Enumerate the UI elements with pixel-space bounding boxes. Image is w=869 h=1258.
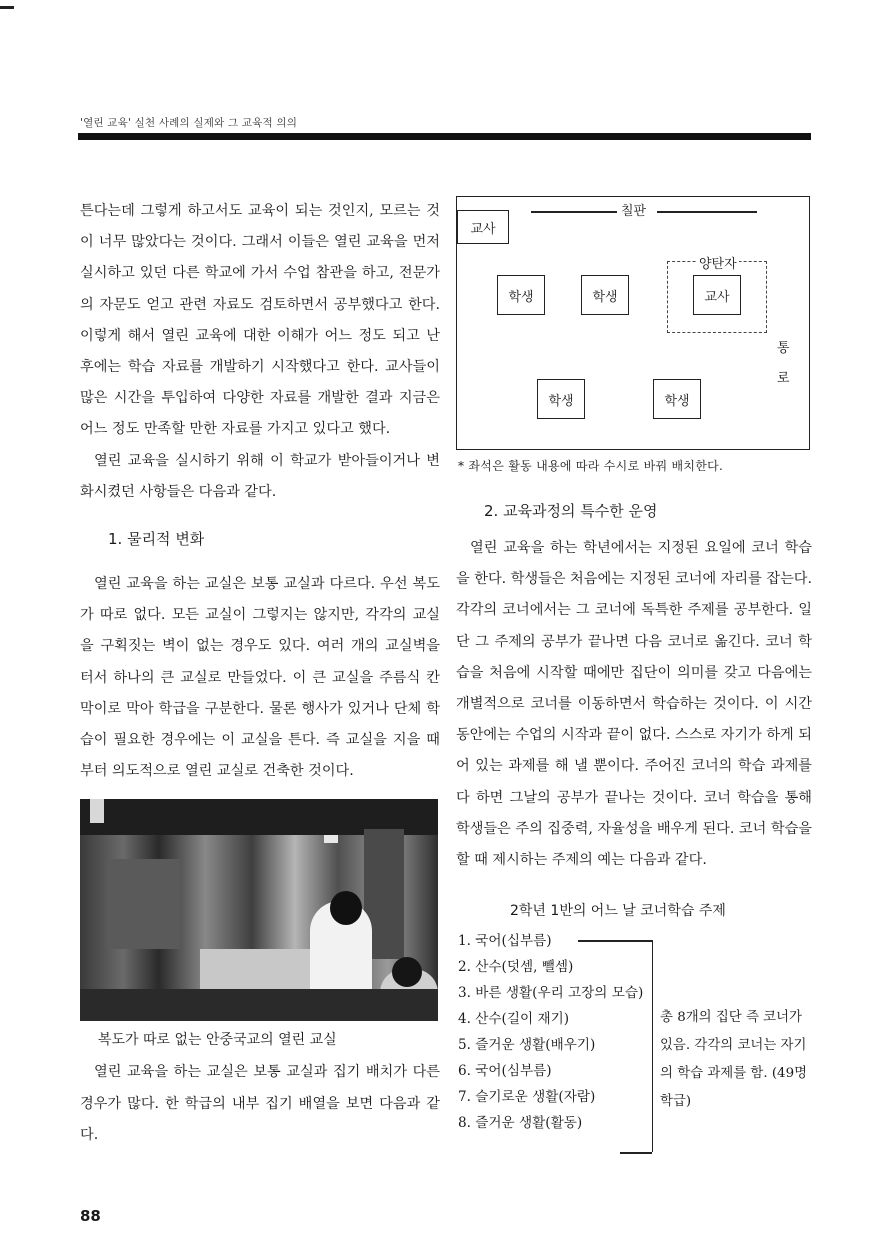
bracket <box>644 940 653 1152</box>
student-box-3: 학생 <box>537 379 585 419</box>
teacher-desk-box: 교사 <box>457 210 509 244</box>
paragraph-furniture-layout: 열린 교육을 하는 교실은 보통 교실과 집기 배치가 다른 경우가 많다. 한 학급의 내부 집기 배열을 보면 다음과 같다. <box>80 1064 440 1143</box>
list-item: 5. 즐거운 생활(배우기) <box>458 1037 596 1054</box>
diagram-note: * 좌석은 활동 내용에 따라 수시로 바꿔 배치한다. <box>458 459 724 473</box>
bracket-top <box>578 940 652 942</box>
corner-topics-note: 총 8개의 집단 즉 코너가 있음. 각각의 코너는 자기의 학습 과제를 함. (49명 학급) <box>660 1010 808 1110</box>
classroom-photo <box>80 799 438 1021</box>
seating-diagram <box>456 196 810 450</box>
page-number: 88 <box>80 1207 101 1225</box>
blackboard-label: 칠판 <box>621 204 647 219</box>
student-box-2: 학생 <box>581 275 629 315</box>
running-head: '열린 교육' 실천 사례의 실제와 그 교육적 의의 <box>80 117 298 129</box>
paragraph-corner-learning: 열린 교육을 하는 학년에서는 지정된 요일에 코너 학습을 한다. 학생들은 처음에는 지정된 코너에 자리를 잡는다. 각각의 코너에서는 그 코너에 독특한 주제를 공부한다. 일단 그 주제의 공부가 끝나면 다음 코너로 옮긴다. 코너 학습을 처음에 시작할 때에만 집단이 의미를 갖고 다음에는 개별적으로 코너를 이동하면서 학습하는 것이다. 이 시간 동안에는 수업의 시작과 끝이 없다. 스스로 자기가 하게 되어 있는 과제를 해 낼 뿐이다. 주어진 코너의 학습 과제를 다 하면 그날의 공부가 끝나는 것이다. 코너 학습을 통해 학생들은 주의 집중력, 자율성을 배우게 된다. 코너 학습을 할 때 제시하는 주제의 예는 다음과 같다. <box>456 540 812 869</box>
header-rule <box>78 133 811 140</box>
student-box-4: 학생 <box>653 379 701 419</box>
corner-topics-title: 2학년 1반의 어느 날 코너학습 주제 <box>510 903 726 920</box>
left-column <box>80 196 440 1151</box>
section-heading-physical-change: 1. 물리적 변화 <box>108 530 205 549</box>
list-item: 3. 바른 생활(우리 고장의 모습) <box>458 985 644 1002</box>
list-item: 4. 산수(길이 재기) <box>458 1011 570 1028</box>
blackboard-line-left <box>531 211 617 213</box>
list-item: 6. 국어(심부름) <box>458 1063 552 1080</box>
right-column <box>456 196 812 1198</box>
aisle-label-1: 통 <box>777 341 790 356</box>
blackboard-line-right <box>657 211 757 213</box>
list-item: 8. 즐거운 생활(활동) <box>458 1115 583 1132</box>
podium-label: 양탄자 <box>697 253 739 272</box>
section-heading-curriculum: 2. 교육과정의 특수한 운영 <box>484 502 658 520</box>
corner-topics-list <box>458 928 658 1136</box>
list-item: 2. 산수(덧셈, 뺄셈) <box>458 959 574 976</box>
paragraph-continued: 튼다는데 그렇게 하고서도 교육이 되는 것인지, 모르는 것이 너무 많았다는 것이다. 그래서 이들은 열린 교육을 먼저 실시하고 있던 다른 학교에 가서 수업 참관을 하고, 전문가의 자문도 얻고 관련 자료도 검토하면서 공부했다고 한다. 이렇게 해서 열린 교육에 대한 이해가 어느 정도 되고 난 후에는 학습 자료를 개발하기 시작했다고 한다. 교사들이 많은 시간을 투입하여 다양한 자료를 개발한 결과 지금은 어느 정도 만족할 만한 자료를 가지고 있다고 했다. <box>80 203 440 438</box>
paragraph-physical-change: 열린 교육을 하는 교실은 보통 교실과 다르다. 우선 복도가 따로 없다. 모든 교실이 그렇지는 않지만, 각각의 교실을 구획짓는 벽이 없는 경우도 있다. 여러 개의 교실벽을 터서 하나의 큰 교실로 만들었다. 이 큰 교실을 주름식 칸막이로 막아 학급을 구분한다. 물론 행사가 있거나 단체 학습이 필요한 경우에는 이 교실을 튼다. 즉 교실을 지을 때부터 의도적으로 열린 교실로 건축한 것이다. <box>80 576 440 780</box>
paragraph-changes-intro: 열린 교육을 실시하기 위해 이 학교가 받아들이거나 변화시켰던 사항들은 다음과 같다. <box>80 452 440 500</box>
corner-topics <box>456 928 812 1198</box>
bracket-bottom <box>620 1152 652 1154</box>
teacher-box: 교사 <box>693 275 741 315</box>
photo-caption: 복도가 따로 없는 안중국교의 열린 교실 <box>98 1032 337 1049</box>
corner-mark <box>0 6 14 9</box>
list-item: 7. 슬기로운 생활(자람) <box>458 1089 596 1106</box>
student-box-1: 학생 <box>497 275 545 315</box>
list-item: 1. 국어(십부름) <box>458 933 552 950</box>
aisle-label-2: 로 <box>777 371 790 386</box>
